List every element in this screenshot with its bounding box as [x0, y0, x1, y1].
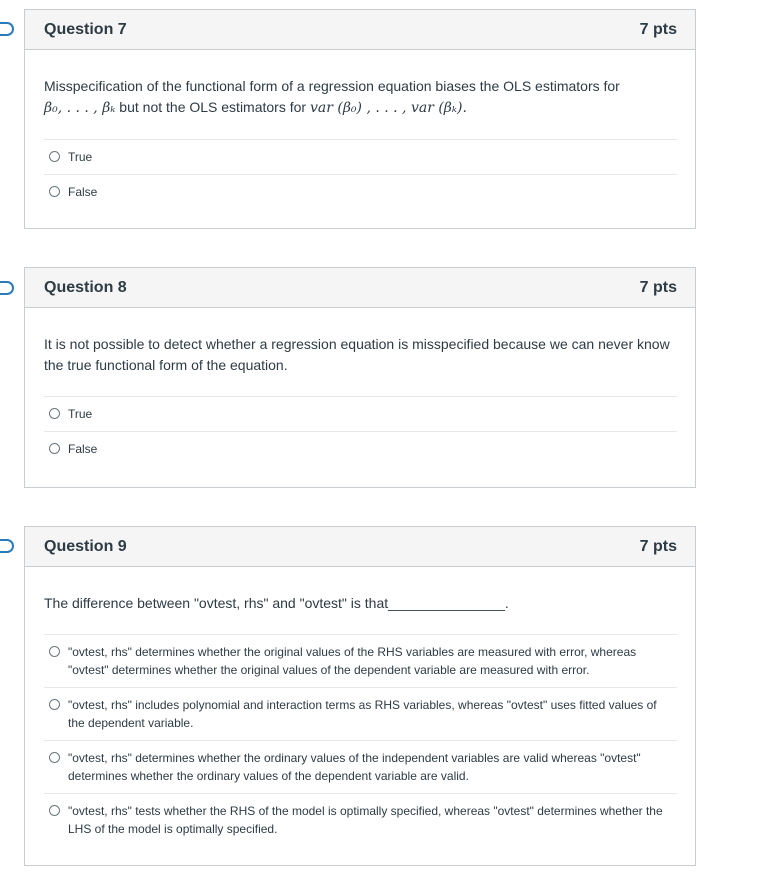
- question-points: 7 pts: [639, 278, 677, 296]
- bookmark-icon[interactable]: [0, 539, 14, 553]
- answer-label: "ovtest, rhs" includes polynomial and interaction terms as RHS variables, whereas "ovtest" uses fitted values of the dependent variable.: [68, 698, 657, 730]
- answer-option-4[interactable]: [44, 794, 677, 846]
- question-points: 7 pts: [639, 20, 677, 38]
- answer-label: False: [68, 442, 98, 456]
- radio-icon[interactable]: [49, 805, 60, 816]
- question-body: [25, 308, 695, 466]
- answer-label: "ovtest, rhs" determines whether the ordinary values of the independent variables are valid whereas "ovtest" determines whether the ordinary values of the dependent variable are valid.: [68, 751, 641, 783]
- answer-option-2[interactable]: [44, 688, 677, 741]
- answer-option-1[interactable]: [44, 635, 677, 688]
- question-title: Question 8: [44, 278, 127, 296]
- answer-label: "ovtest, rhs" tests whether the RHS of the model is optimally specified, whereas "ovtest" determines whether the LHS of the model is optimally specified.: [68, 804, 663, 836]
- question-points: 7 pts: [639, 537, 677, 555]
- question-7: [24, 9, 696, 229]
- radio-icon[interactable]: [49, 151, 60, 162]
- radio-icon[interactable]: [49, 752, 60, 763]
- answer-label: "ovtest, rhs" determines whether the original values of the RHS variables are measured with error, whereas "ovtest" determines whether the original values of the dependent variable are measured with error.: [68, 645, 637, 677]
- question-text: The difference between "ovtest, rhs" and "ovtest" is that_______________.: [44, 595, 509, 611]
- answer-label: False: [68, 185, 98, 199]
- math-expression: var (β₀) , . . . , var (βₖ).: [309, 100, 467, 116]
- question-body: [25, 567, 695, 846]
- bookmark-icon[interactable]: [0, 22, 14, 36]
- question-text-part: Misspecification of the functional form of a regression equation biases the OLS estimators for: [44, 78, 620, 94]
- radio-icon[interactable]: [49, 408, 60, 419]
- question-9: [24, 526, 696, 866]
- question-body: [25, 50, 695, 209]
- question-header: [25, 10, 695, 50]
- question-title: Question 9: [44, 537, 127, 555]
- answer-option-true[interactable]: [44, 397, 677, 432]
- radio-icon[interactable]: [49, 699, 60, 710]
- radio-icon[interactable]: [49, 186, 60, 197]
- answer-option-3[interactable]: [44, 741, 677, 794]
- answer-option-true[interactable]: [44, 140, 677, 175]
- question-text: [44, 76, 677, 119]
- bookmark-icon[interactable]: [0, 281, 14, 295]
- question-header: [25, 527, 695, 567]
- question-title: Question 7: [44, 20, 127, 38]
- answer-list: [44, 139, 677, 209]
- radio-icon[interactable]: [49, 646, 60, 657]
- answer-label: True: [68, 407, 93, 421]
- answer-label: True: [68, 150, 93, 164]
- answer-option-false[interactable]: [44, 175, 677, 209]
- question-header: [25, 268, 695, 308]
- question-text: It is not possible to detect whether a regression equation is misspecified because we can never know the true functional form of the equation.: [44, 336, 670, 373]
- radio-icon[interactable]: [49, 443, 60, 454]
- math-expression: β₀, . . . , βₖ: [44, 100, 116, 116]
- answer-list: [44, 634, 677, 846]
- question-8: [24, 267, 696, 488]
- answer-list: [44, 396, 677, 466]
- question-text-part: but not the OLS estimators for: [115, 99, 310, 115]
- answer-option-false[interactable]: [44, 432, 677, 466]
